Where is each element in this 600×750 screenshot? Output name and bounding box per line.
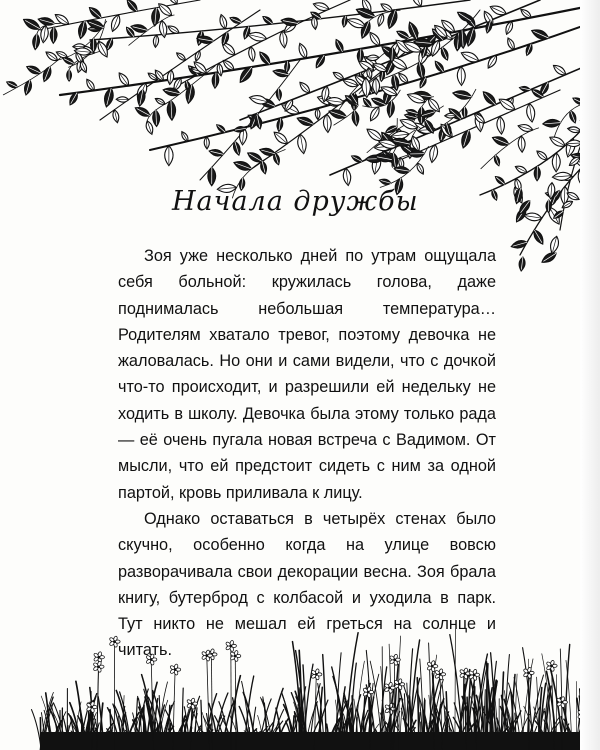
- paragraph-2: Однако оставаться в четырёх стенах было скучно, особенно когда на улице вовсю разворачивала свои декорации весна. Зоя брала книгу, бутерброд с колбасой и уходила в парк. Тут никто не мешал ей греться на солнце и читать.: [118, 509, 496, 660]
- paragraph-1: Зоя уже несколько дней по утрам ощущала себя больной: кружилась голова, даже поднималась небольшая температура… Родителям хватало тревог, поэтому девочка не жаловалась. Но они и сами видели, что с дочкой что-то происходит, и разрешили ей недельку не ходить в школу. Девочка была этому только рада — её очень пугала новая встреча с Вадимом. От мысли, что ей предстоит сидеть с ним за одной партой, кровь приливала к лицу.: [118, 247, 496, 502]
- chapter-title: Начала дружбы: [172, 186, 419, 217]
- chapter-body: [118, 243, 496, 664]
- tree-leaves-illustration: [6, 0, 600, 271]
- page-edge-shadow: [580, 0, 600, 750]
